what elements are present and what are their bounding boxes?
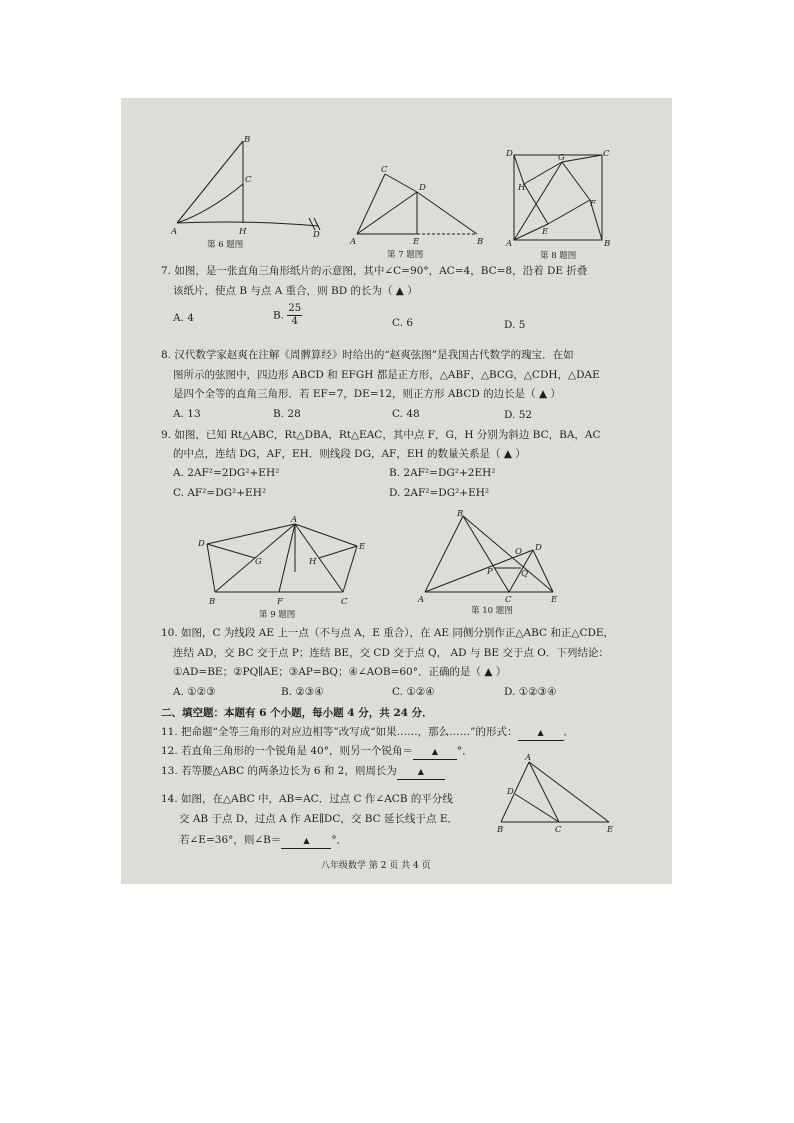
q14-line3 — [179, 833, 347, 849]
fig10-label-C: C — [505, 595, 512, 605]
q8-line1: 8. 汉代数学家赵爽在注解《周髀算经》时给出的“赵爽弦图”是我国古代数学的瑰宝．在如 — [161, 349, 574, 361]
figure-10-caption: 第 10 题图 — [471, 606, 513, 616]
q12-end: °． — [456, 745, 473, 757]
fig9-label-D: D — [198, 539, 205, 549]
q13-answer-blank[interactable]: ▲ — [397, 765, 445, 780]
q9-option-b: B. 2AF²=DG²+2EH² — [389, 467, 496, 479]
fig10-label-D: D — [535, 543, 542, 553]
fig14-label-A: A — [525, 753, 532, 763]
q14-line3-prefix: 若∠E=36°，则∠B＝ — [179, 834, 282, 846]
fig7-label-C: C — [381, 165, 388, 175]
fig6-label-D: D — [313, 230, 320, 240]
fig10-label-P: P — [487, 567, 493, 577]
fig7-label-A: A — [350, 237, 357, 247]
fig10-label-O: O — [515, 547, 522, 557]
q13 — [161, 764, 445, 780]
q12-answer-blank[interactable]: ▲ — [413, 745, 457, 760]
q7-option-b — [273, 303, 302, 328]
q7-option-b-prefix: B. — [273, 309, 285, 322]
page-footer: 八年级数学 第 2 页 共 4 页 — [321, 861, 431, 871]
q10-option-c: C. ①②④ — [392, 686, 435, 698]
q13-text: 13. 若等腰△ABC 的两条边长为 6 和 2，则周长为 — [161, 765, 397, 777]
fig9-label-G: G — [255, 557, 262, 567]
fig6-label-A: A — [171, 227, 178, 237]
fig14-label-E: E — [607, 825, 614, 835]
figure-14 — [491, 750, 621, 840]
q10-line2: 连结 AD，交 BC 交于点 P；连结 BE，交 CD 交于点 Q， AD 与 BE 交于点 O．下列结论： — [173, 647, 609, 659]
fig8-label-B: B — [604, 239, 611, 249]
q8-option-d: D. 52 — [504, 409, 533, 421]
fig14-label-C: C — [555, 825, 562, 835]
fig9-label-E: E — [359, 542, 366, 552]
fig14-label-D: D — [507, 787, 514, 797]
figure-6-diagram — [169, 134, 329, 252]
q8-line2: 图所示的弦图中，四边形 ABCD 和 EFGH 都是正方形，△ABF，△BCG，△CDH，△DAE — [173, 369, 600, 381]
fig6-label-B: B — [244, 135, 251, 145]
q14-line2: 交 AB 于点 D，过点 A 作 AE∥DC，交 BC 延长线于点 E． — [179, 813, 458, 825]
q14-answer-blank[interactable]: ▲ — [281, 834, 331, 849]
exam-page — [121, 98, 672, 884]
q10-line3: ①AD=BE；②PQ∥AE；③AP=BQ；④∠AOB=60°．正确的是（ ▲ ） — [173, 666, 507, 678]
q7-option-b-denominator: 4 — [291, 316, 298, 327]
q11-answer-blank[interactable]: ▲ — [518, 726, 564, 741]
q7-option-b-fraction — [287, 303, 302, 328]
figure-6 — [169, 134, 329, 252]
q7-option-a: A. 4 — [173, 312, 194, 324]
fig8-label-A: A — [506, 239, 513, 249]
figure-8-caption: 第 8 题图 — [540, 251, 577, 261]
figure-10 — [417, 508, 567, 618]
figure-8-diagram — [506, 148, 611, 249]
fig10-label-A: A — [418, 595, 425, 605]
fig7-label-B: B — [477, 237, 484, 247]
fig9-label-H: H — [309, 557, 317, 567]
q10-option-b: B. ②③④ — [281, 686, 324, 698]
fig10-label-E: E — [551, 595, 558, 605]
q9-line2: 的中点，连结 DG，AF，EH．则线段 DG，AF，EH 的数量关系是（ ▲ ） — [173, 448, 526, 460]
fig8-label-E: E — [542, 227, 549, 237]
q9-option-d: D. 2AF²=DG²+EH² — [389, 487, 490, 499]
fig9-label-F: F — [277, 597, 283, 607]
q11 — [161, 725, 574, 741]
q11-end: ． — [563, 726, 575, 738]
fig9-label-A: A — [291, 515, 298, 525]
q9-option-c: C. AF²=DG²+EH² — [173, 487, 267, 499]
q14-line1: 14. 如图，在△ABC 中，AB=AC．过点 C 作∠ACB 的平分线 — [161, 793, 453, 805]
fig9-label-C: C — [341, 597, 348, 607]
fig8-label-H: H — [518, 183, 526, 193]
q7-option-c: C. 6 — [392, 317, 414, 329]
q7-option-d: D. 5 — [504, 319, 526, 331]
q8-option-a: A. 13 — [173, 408, 201, 420]
q10-line1: 10. 如图，C 为线段 AE 上一点（不与点 A，E 重合），在 AE 同侧分别作正△ABC 和正△CDE， — [161, 627, 615, 639]
figure-9-caption: 第 9 题图 — [259, 610, 296, 620]
figure-8 — [506, 148, 611, 260]
q8-option-b: B. 28 — [273, 408, 301, 420]
figure-7-caption: 第 7 题图 — [387, 250, 424, 260]
q9-option-a: A. 2AF²=2DG²+EH² — [173, 467, 280, 479]
section-2-heading: 二、填空题：本题有 6 个小题，每小题 4 分，共 24 分． — [161, 707, 433, 719]
q7-option-b-numerator: 25 — [288, 303, 302, 314]
q14-end: °． — [331, 834, 348, 846]
fig10-label-B: B — [457, 509, 464, 519]
q10-option-a: A. ①②③ — [173, 686, 216, 698]
fig8-label-G: G — [558, 153, 565, 163]
q8-line3: 是四个全等的直角三角形．若 EF=7，DE=12，则正方形 ABCD 的边长是（ ▲ ） — [173, 388, 561, 400]
figure-9-diagram — [197, 514, 372, 606]
q9-line1: 9. 如图，已知 Rt△ABC，Rt△DBA，Rt△EAC，其中点 F，G，H 分别为斜边 BC，BA，AC — [161, 429, 601, 441]
figure-7-diagram — [349, 164, 489, 246]
q12 — [161, 744, 473, 760]
q7-line1: 7. 如图，是一张直角三角形纸片的示意图，其中∠C=90°，AC=4，BC=8，沿着 DE 折叠 — [161, 265, 588, 277]
fig6-label-C: C — [245, 175, 252, 185]
q7-line2: 该纸片，使点 B 与点 A 重合，则 BD 的长为（ ▲ ） — [173, 285, 418, 297]
figure-14-diagram — [491, 750, 621, 840]
figure-9 — [197, 514, 372, 624]
q10-option-d: D. ①②③④ — [504, 686, 557, 698]
fig10-label-Q: Q — [521, 569, 528, 579]
fig8-label-F: F — [590, 199, 596, 209]
fig7-label-E: E — [413, 237, 420, 247]
figure-10-diagram — [417, 508, 567, 605]
fig14-label-B: B — [497, 825, 504, 835]
q12-text: 12. 若直角三角形的一个锐角是 40°，则另一个锐角＝ — [161, 745, 413, 757]
fig6-label-H: H — [239, 227, 247, 237]
fig8-label-D: D — [506, 149, 513, 159]
fig7-label-D: D — [419, 183, 426, 193]
q11-text: 11. 把命题“全等三角形的对应边相等”改写成“如果……，那么……”的形式： — [161, 726, 518, 738]
fig8-label-C: C — [603, 149, 610, 159]
figure-7 — [349, 164, 489, 264]
q8-option-c: C. 48 — [392, 408, 420, 420]
fig9-label-B: B — [209, 597, 216, 607]
figure-6-caption: 第 6 题图 — [207, 240, 244, 250]
